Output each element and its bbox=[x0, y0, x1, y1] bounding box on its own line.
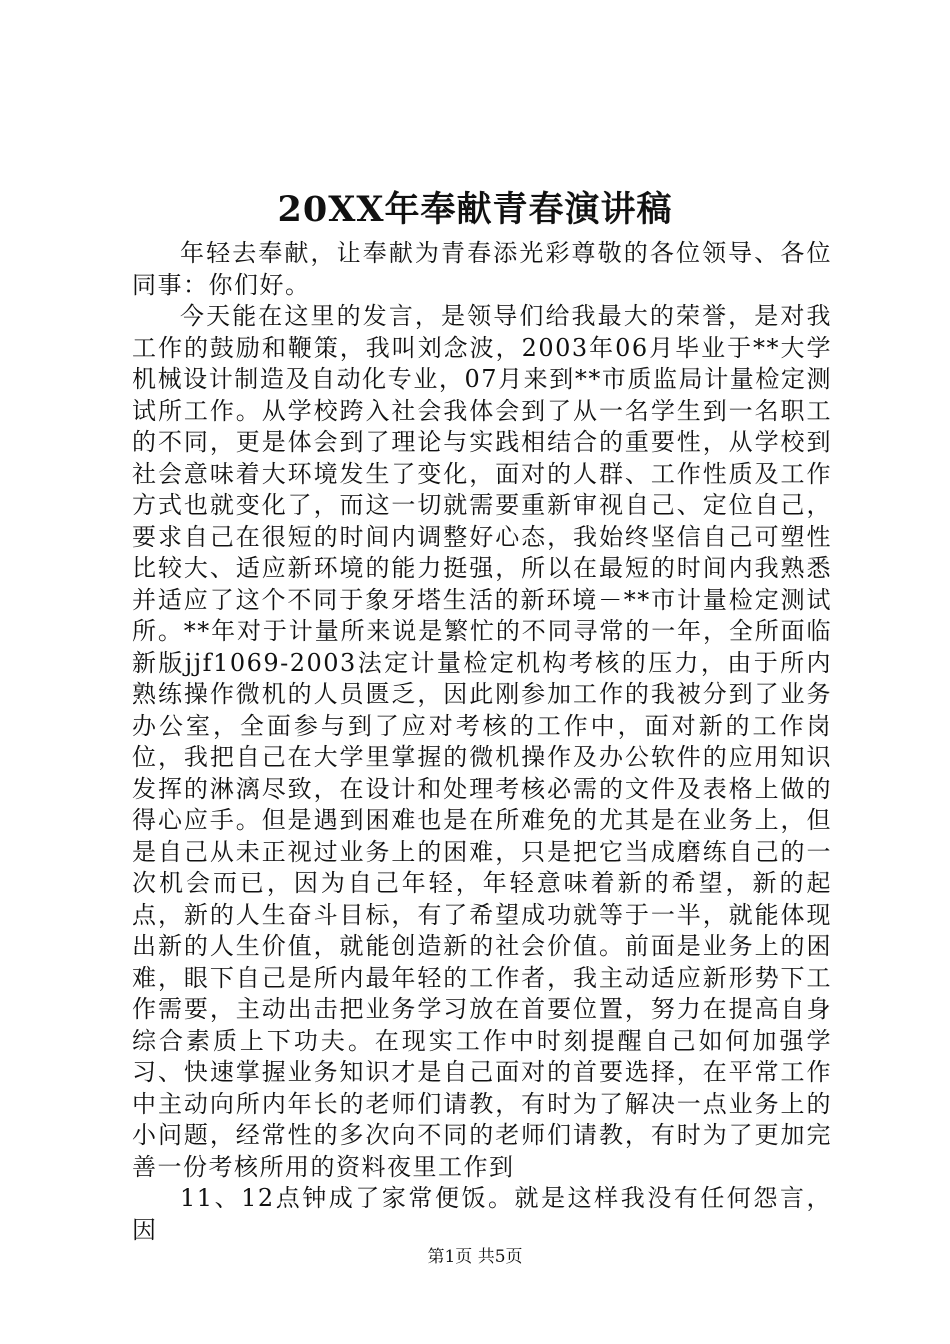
paragraph-main: 今天能在这里的发言，是领导们给我最大的荣誉，是对我工作的鼓励和鞭策，我叫刘念波，2003年06月毕业于**大学机械设计制造及自动化专业，07月来到**市质监局计量检定测试所工作。从学校跨入社会我体会到了从一名学生到一名职工的不同，更是体会到了理论与实践相结合的重要性，从学校到社会意味着大环境发生了变化，面对的人群、工作性质及工作方式也就变化了，而这一切就需要重新审视自己、定位自己，要求自己在很短的时间内调整好心态，我始终坚信自己可塑性比较大、适应新环境的能力挺强，所以在最短的时间内我熟悉并适应了这个不同于象牙塔生活的新环境－**市计量检定测试所。**年对于计量所来说是繁忙的不同寻常的一年，全所面临新版jjf1069-2003法定计量检定机构考核的压力，由于所内熟练操作微机的人员匮乏，因此刚参加工作的我被分到了业务办公室，全面参与到了应对考核的工作中，面对新的工作岗位，我把自己在大学里掌握的微机操作及办公软件的应用知识发挥的淋漓尽致，在设计和处理考核必需的文件及表格上做的得心应手。但是遇到困难也是在所难免的尤其是在业务上，但是自己从未正视过业务上的困难，只是把它当成磨练自己的一次机会而已，因为自己年轻，年轻意味着新的希望，新的起点，新的人生奋斗目标，有了希望成功就等于一半，就能体现出新的人生价值，就能创造新的社会价值。前面是业务上的困难，眼下自己是所内最年轻的工作者，我主动适应新形势下工作需要，主动出击把业务学习放在首要位置，努力在提高自身综合素质上下功夫。在现实工作中时刻提醒自己如何加强学习、快速掌握业务知识才是自己面对的首要选择，在平常工作中主动向所内年长的老师们请教，有时为了解决一点业务上的小问题，经常性的多次向不同的老师们请教，有时为了更加完善一份考核所用的资料夜里工作到 bbox=[132, 302, 832, 1181]
page-number-footer: 第1页 共5页 bbox=[427, 1247, 523, 1267]
document-body bbox=[132, 238, 832, 1246]
paragraph-continuation: 11、12点钟成了家常便饭。就是这样我没有任何怨言，因 bbox=[132, 1184, 832, 1244]
paragraph-greeting: 年轻去奉献，让奉献为青春添光彩尊敬的各位领导、各位同事：你们好。 bbox=[132, 239, 832, 299]
document-title: 20XX年奉献青春演讲稿 bbox=[277, 189, 673, 230]
